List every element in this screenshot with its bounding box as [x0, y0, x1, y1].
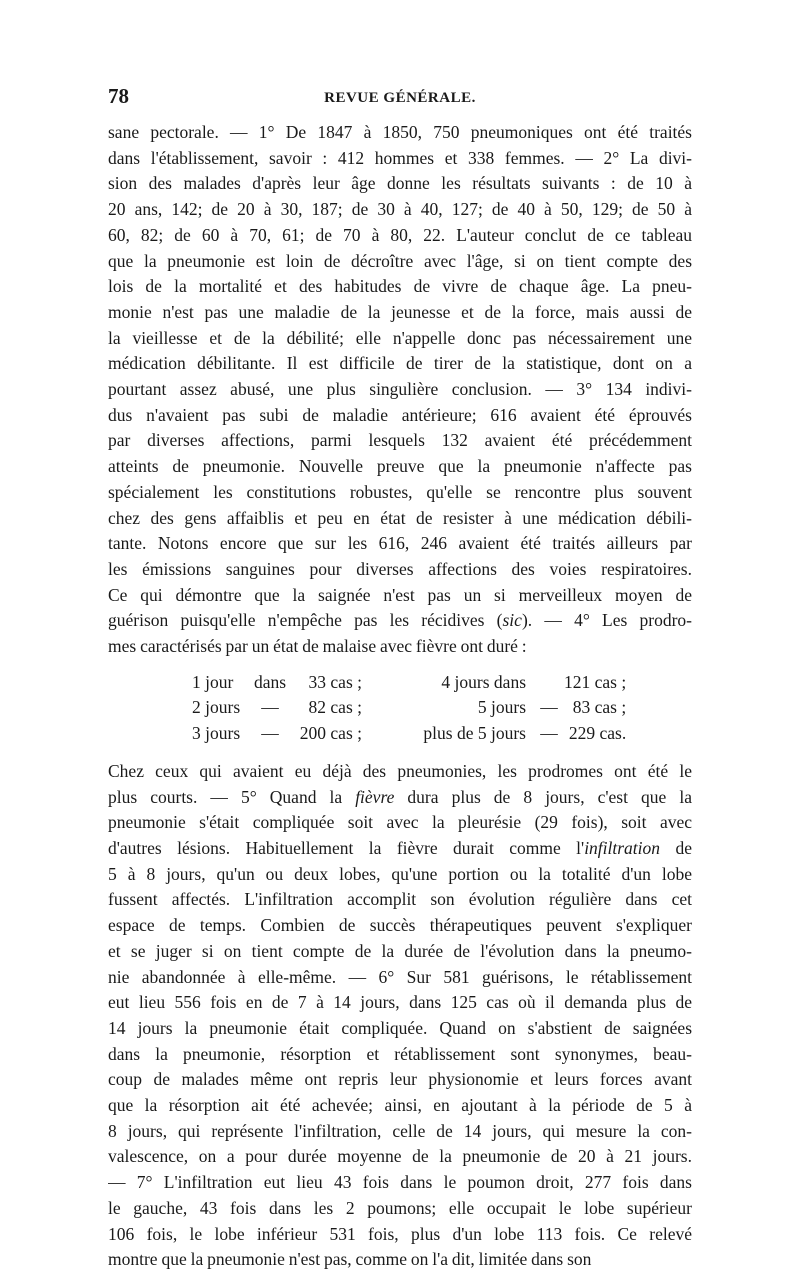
- table-cell: 5 jours: [477, 697, 526, 718]
- text-line: Chez ceux qui avaient eu déjà des pneumonies, les prodromes ont été le: [108, 760, 692, 781]
- text-line: la vieillesse et de la débilité; elle n'appelle donc pas nécessairement une: [108, 327, 692, 348]
- text-line: 106 fois, le lobe inférieur 531 fois, plus d'un lobe 113 fois. Ce relevé: [108, 1223, 692, 1244]
- text-line: 8 jours, qui représente l'infiltration, celle de 14 jours, qui mesure la con-: [108, 1120, 692, 1141]
- text-line: dans l'établissement, savoir : 412 hommes et 338 femmes. — 2° La divi-: [108, 147, 692, 168]
- text-line: par diverses affections, parmi lesquels 132 avaient été précédemment: [108, 430, 692, 451]
- text-line: sion des malades d'après leur âge donne les résultats suivants : de 10 à: [108, 173, 692, 194]
- text-line: pneumonie s'était compliquée soit avec la pleurésie (29 fois), soit avec: [108, 812, 692, 833]
- table-cell: 33 cas ;: [308, 671, 362, 692]
- table-cell: —: [540, 697, 558, 718]
- text-line: 14 jours la pneumonie était compliquée. Quand on s'abstient de saignées: [108, 1017, 692, 1038]
- text-line: pourtant assez abusé, une plus singulière conclusion. — 3° 134 indivi-: [108, 379, 692, 400]
- text-line: lois de la mortalité et des habitudes de vivre de chaque âge. La pneu-: [108, 276, 692, 297]
- text-line: sane pectorale. — 1° De 1847 à 1850, 750 pneumoniques ont été traités: [108, 122, 692, 142]
- text-line: coup de malades même ont repris leur physionomie et leurs forces avant: [108, 1069, 692, 1090]
- table-cell: —: [261, 697, 279, 718]
- text-line: fussent affectés. L'infiltration accomplit son évolution régulière dans cet: [108, 889, 692, 910]
- table-cell: 2 jours: [192, 697, 241, 718]
- prodromes-table: [192, 670, 626, 747]
- table-cell: 229 cas.: [568, 723, 627, 744]
- text-line: Ce qui démontre que la saignée n'est pas un si merveilleux moyen de: [108, 584, 692, 605]
- text-line: d'autres lésions. Habituellement la fièvre durait comme l'infiltration de: [108, 837, 692, 858]
- text-line: montre que la pneumonie n'est pas, comme on l'a dit, limitée dans son: [108, 1249, 592, 1270]
- text-line: spécialement les constitutions robustes, qu'elle se rencontre plus souvent: [108, 481, 692, 502]
- table-cell: 1 jour: [192, 671, 234, 692]
- table-row: [192, 670, 626, 696]
- table-cell: 3 jours: [192, 723, 241, 744]
- text-line: les émissions sanguines pour diverses affections des voies respiratoires.: [108, 558, 692, 579]
- table-cell: 82 cas ;: [308, 697, 362, 718]
- text-line: guérison puisqu'elle n'empêche pas les récidives (sic). — 4° Les prodro-: [108, 610, 692, 631]
- document-page: [108, 84, 692, 1273]
- table-cell: 200 cas ;: [299, 723, 362, 744]
- table-row: [192, 695, 626, 721]
- table-cell: 4 jours dans: [441, 671, 526, 692]
- text-line: que la pneumonie est loin de décroître avec l'âge, si on tient compte des: [108, 250, 692, 271]
- table-cell: 121 cas ;: [564, 671, 627, 692]
- text-line: atteints de pneumonie. Nouvelle preuve que la pneumonie n'affecte pas: [108, 456, 692, 477]
- text-line: monie n'est pas une maladie de la jeunesse et de la force, mais aussi de: [108, 301, 692, 322]
- text-line: dus n'avaient pas subi de maladie antérieure; 616 avaient été éprouvés: [108, 404, 692, 425]
- text-line: tante. Notons encore que sur les 616, 246 avaient été traités ailleurs par: [108, 533, 692, 554]
- text-line: chez des gens affaiblis et peu en état de resister à une médication débili-: [108, 507, 692, 528]
- text-line: plus courts. — 5° Quand la fièvre dura plus de 8 jours, c'est que la: [108, 786, 692, 807]
- text-line: valescence, on a pour durée moyenne de la pneumonie de 20 à 21 jours.: [108, 1146, 692, 1167]
- running-head: [108, 84, 692, 120]
- text-line: nie abandonnée à elle-même. — 6° Sur 581 guérisons, le rétablissement: [108, 966, 692, 987]
- text-line: le gauche, 43 fois dans les 2 poumons; elle occupait le lobe supérieur: [108, 1197, 692, 1218]
- paragraph-2: [108, 759, 692, 1273]
- text-line: que la résorption ait été achevée; ainsi, en ajoutant à la période de 5 à: [108, 1095, 692, 1116]
- text-line: eut lieu 556 fois en de 7 à 14 jours, dans 125 cas où il demanda plus de: [108, 992, 692, 1013]
- text-line: 5 à 8 jours, qu'un ou deux lobes, qu'une portion ou la totalité d'un lobe: [108, 863, 692, 884]
- table-cell: dans: [253, 671, 287, 692]
- table-cell: plus de 5 jours: [423, 723, 526, 744]
- text-line: et se juger si on tient compte de la durée de l'évolution dans la pneumo-: [108, 940, 692, 961]
- text-line: espace de temps. Combien de succès thérapeutiques peuvent s'expliquer: [108, 915, 692, 936]
- table-row: [192, 721, 626, 747]
- text-line: 20 ans, 142; de 20 à 30, 187; de 30 à 40, 127; de 40 à 50, 129; de 50 à: [108, 199, 692, 220]
- table-cell: [534, 670, 564, 696]
- table-cell: —: [540, 723, 558, 744]
- table-cell: 83 cas ;: [572, 697, 627, 718]
- text-line: 60, 82; de 60 à 70, 61; de 70 à 80, 22. L'auteur conclut de ce tableau: [108, 224, 692, 245]
- running-title: REVUE GÉNÉRALE.: [324, 90, 476, 106]
- text-line: — 7° L'infiltration eut lieu 43 fois dans le poumon droit, 277 fois dans: [108, 1172, 692, 1193]
- table-cell: —: [261, 723, 279, 744]
- paragraph-1: [108, 120, 692, 660]
- text-line: dans la pneumonie, résorption et rétablissement sont synonymes, beau-: [108, 1043, 692, 1064]
- text-line: mes caractérisés par un état de malaise avec fièvre ont duré :: [108, 636, 527, 657]
- page-number: 78: [108, 84, 129, 108]
- text-line: médication débilitante. Il est difficile de tirer de la statistique, dont on a: [108, 353, 692, 374]
